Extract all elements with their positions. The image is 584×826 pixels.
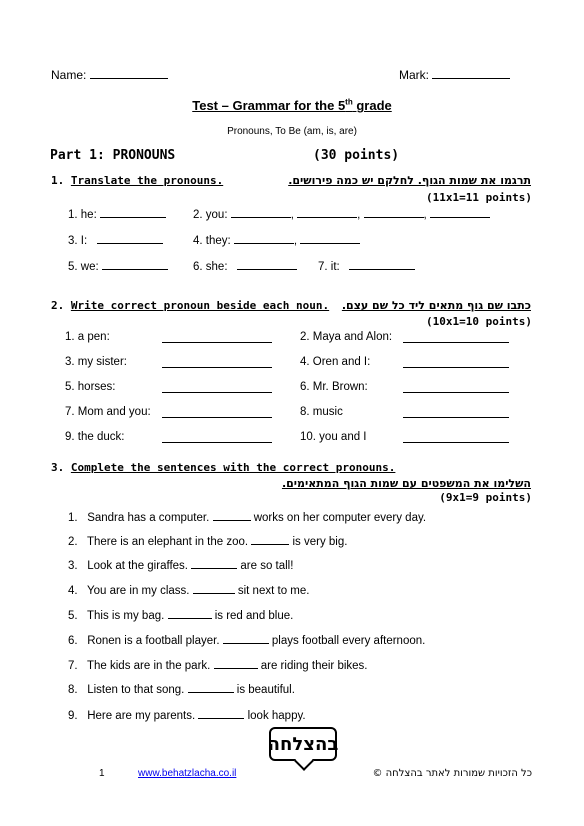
q2-item: 10. you and I (300, 431, 367, 443)
mark-label: Mark: (399, 68, 429, 82)
q2-blank[interactable] (403, 431, 509, 443)
q2-blank[interactable] (162, 381, 272, 393)
q3-sentence: 2. There is an elephant in the zoo. is very big. (68, 533, 347, 548)
q2-blank[interactable] (162, 331, 272, 343)
q1-item: 1. he: (68, 206, 166, 221)
q1-item: 2. you: , , , (193, 206, 490, 221)
page-number: 1 (99, 768, 105, 779)
q1-item: 4. they: , (193, 232, 360, 247)
q1-hebrew-instruction: תרגמו את שמות הגוף. לחלקם יש כמה פירושים. (288, 174, 531, 187)
q2-blank[interactable] (162, 431, 272, 443)
q2-item: 3. my sister: (65, 356, 127, 368)
name-field (51, 67, 168, 82)
q2-blank[interactable] (162, 356, 272, 368)
q1-points: (11x1=11 points) (426, 191, 532, 204)
q2-item: 4. Oren and I: (300, 356, 371, 368)
q1-heading: 1. Translate the pronouns. (51, 174, 224, 187)
q3-points: (9x1=9 points) (439, 491, 532, 504)
name-blank[interactable] (90, 67, 168, 79)
copyright-notice: כל הזכויות שמורות לאתר בהצלחה © (372, 768, 532, 779)
q3-sentence: 7. The kids are in the park. are riding their bikes. (68, 657, 368, 672)
website-link[interactable]: www.behatzlacha.co.il (138, 768, 237, 779)
q2-blank[interactable] (403, 331, 509, 343)
q2-hebrew-instruction: כתבו שם גוף מתאים ליד כל שם עצם. (341, 299, 531, 312)
q2-item: 8. music (300, 406, 343, 418)
q1-item: 6. she: (193, 258, 297, 273)
q3-sentence: 9. Here are my parents. look happy. (68, 707, 306, 722)
q2-item: 1. a pen: (65, 331, 110, 343)
page-subtitle: Pronouns, To Be (am, is, are) (227, 126, 357, 137)
q2-item: 9. the duck: (65, 431, 125, 443)
page-title: Test – Grammar for the 5th grade (192, 98, 392, 114)
q2-heading: 2. Write correct pronoun beside each noun. (51, 299, 330, 312)
name-label: Name: (51, 68, 87, 82)
q1-item: 3. I: (68, 232, 163, 247)
q2-points: (10x1=10 points) (426, 315, 532, 328)
q3-sentence: 3. Look at the giraffes. are so tall! (68, 557, 293, 572)
q3-sentence: 6. Ronen is a football player. plays football every afternoon. (68, 632, 425, 647)
part-title: Part 1: PRONOUNS (50, 148, 176, 163)
q3-hebrew-instruction: השלימו את המשפטים עם שמות הגוף המתאימים. (281, 477, 531, 490)
q3-sentence: 4. You are in my class. sit next to me. (68, 582, 309, 597)
q2-item: 2. Maya and Alon: (300, 331, 393, 343)
mark-field (399, 67, 510, 82)
q2-blank[interactable] (403, 381, 509, 393)
q1-item: 5. we: (68, 258, 168, 273)
q2-blank[interactable] (403, 356, 509, 368)
q2-blank[interactable] (162, 406, 272, 418)
q2-item: 7. Mom and you: (65, 406, 151, 418)
q3-heading: 3. Complete the sentences with the correct pronouns. (51, 461, 396, 474)
q3-sentence: 5. This is my bag. is red and blue. (68, 607, 293, 622)
q2-item: 5. horses: (65, 381, 116, 393)
q1-item: 7. it: (318, 258, 415, 273)
q2-blank[interactable] (403, 406, 509, 418)
part-points: (30 points) (313, 148, 400, 163)
mark-blank[interactable] (432, 67, 510, 79)
q2-item: 6. Mr. Brown: (300, 381, 368, 393)
q3-sentence: 1. Sandra has a computer. works on her computer every day. (68, 509, 426, 524)
behatzlacha-logo: בהצלחה (269, 727, 337, 761)
q3-sentence: 8. Listen to that song. is beautiful. (68, 681, 295, 696)
